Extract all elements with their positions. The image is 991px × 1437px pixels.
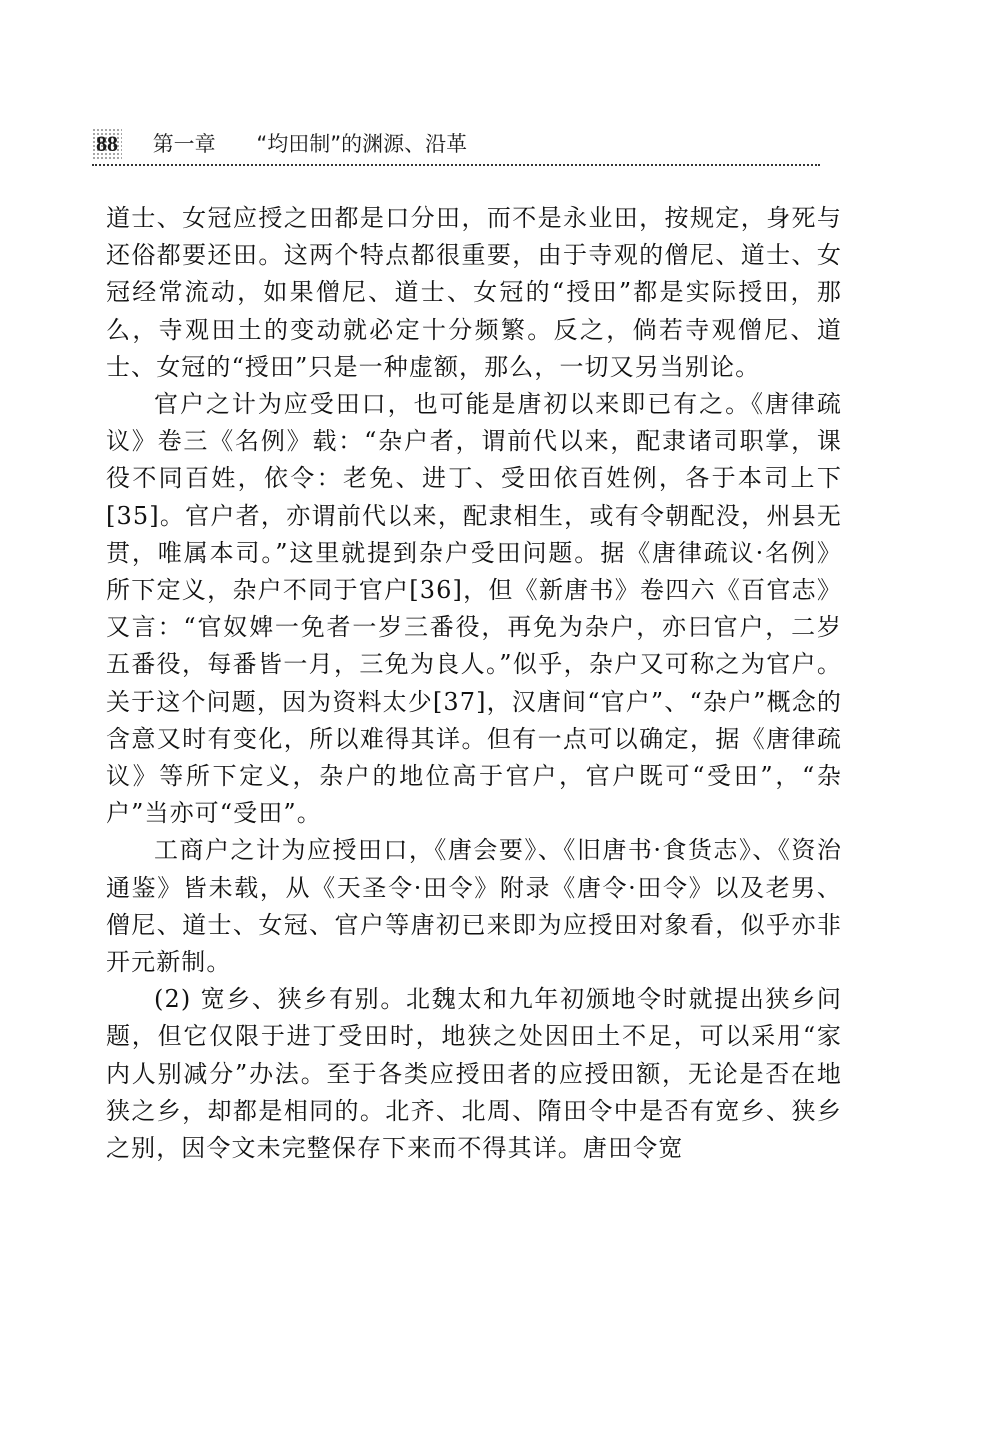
paragraph-broad-narrow-townships: (2) 宽乡、狭乡有别。北魏太和九年初颁地令时就提出狭乡问题，但它仅限于进丁受田时，地狭之处因田土不足，可以采用“家内人别减分”办法。至于各类应授田者的应授田额，无论是否在地狭之乡，却都是相同的。北齐、北周、隋田令中是否有宽乡、狭乡之别，因令文未完整保存下来而不得其详。唐田令宽 (106, 985, 842, 1163)
running-head (92, 128, 820, 168)
paragraph-merchant-households: 工商户之计为应授田口，《唐会要》、《旧唐书·食货志》、《资治通鉴》皆未载，从《天圣令·田令》附录《唐令·田令》以及老男、僧尼、道士、女冠、官户等唐初已来即为应授田对象看，似乎亦非开元新制。 (106, 836, 842, 977)
chapter-title: “均田制”的渊源、沿革 (256, 132, 468, 156)
page-number: 88 (92, 128, 122, 160)
body-text (106, 200, 842, 1167)
paragraph-continuation: 道士、女冠应授之田都是口分田，而不是永业田，按规定，身死与还俗都要还田。这两个特点都很重要，由于寺观的僧尼、道士、女冠经常流动，如果僧尼、道士、女冠的“授田”都是实际授田，那么，寺观田土的变动就必定十分频繁。反之，倘若寺观僧尼、道士、女冠的“授田”只是一种虚额，那么，一切又另当别论。 (106, 204, 842, 381)
header-divider (92, 164, 820, 166)
paragraph-official-households: 官户之计为应受田口，也可能是唐初以来即已有之。《唐律疏议》卷三《名例》载：“杂户者，谓前代以来，配隶诸司职掌，课役不同百姓，依令：老免、进丁、受田依百姓例，各于本司上下[35]。官户者，亦谓前代以来，配隶相生，或有令朝配没，州县无贯，唯属本司。”这里就提到杂户受田问题。据《唐律疏议·名例》所下定义，杂户不同于官户[36]，但《新唐书》卷四六《百官志》又言：“官奴婢一免者一岁三番役，再免为杂户，亦曰官户，二岁五番役，每番皆一月，三免为良人。”似乎，杂户又可称之为官户。关于这个问题，因为资料太少[37]，汉唐间“官户”、“杂户”概念的含意又时有变化，所以难得其详。但有一点可以确定，据《唐律疏议》等所下定义，杂户的地位高于官户，官户既可“受田”，“杂户”当亦可“受田”。 (106, 390, 842, 828)
chapter-label: 第一章 (152, 132, 216, 156)
